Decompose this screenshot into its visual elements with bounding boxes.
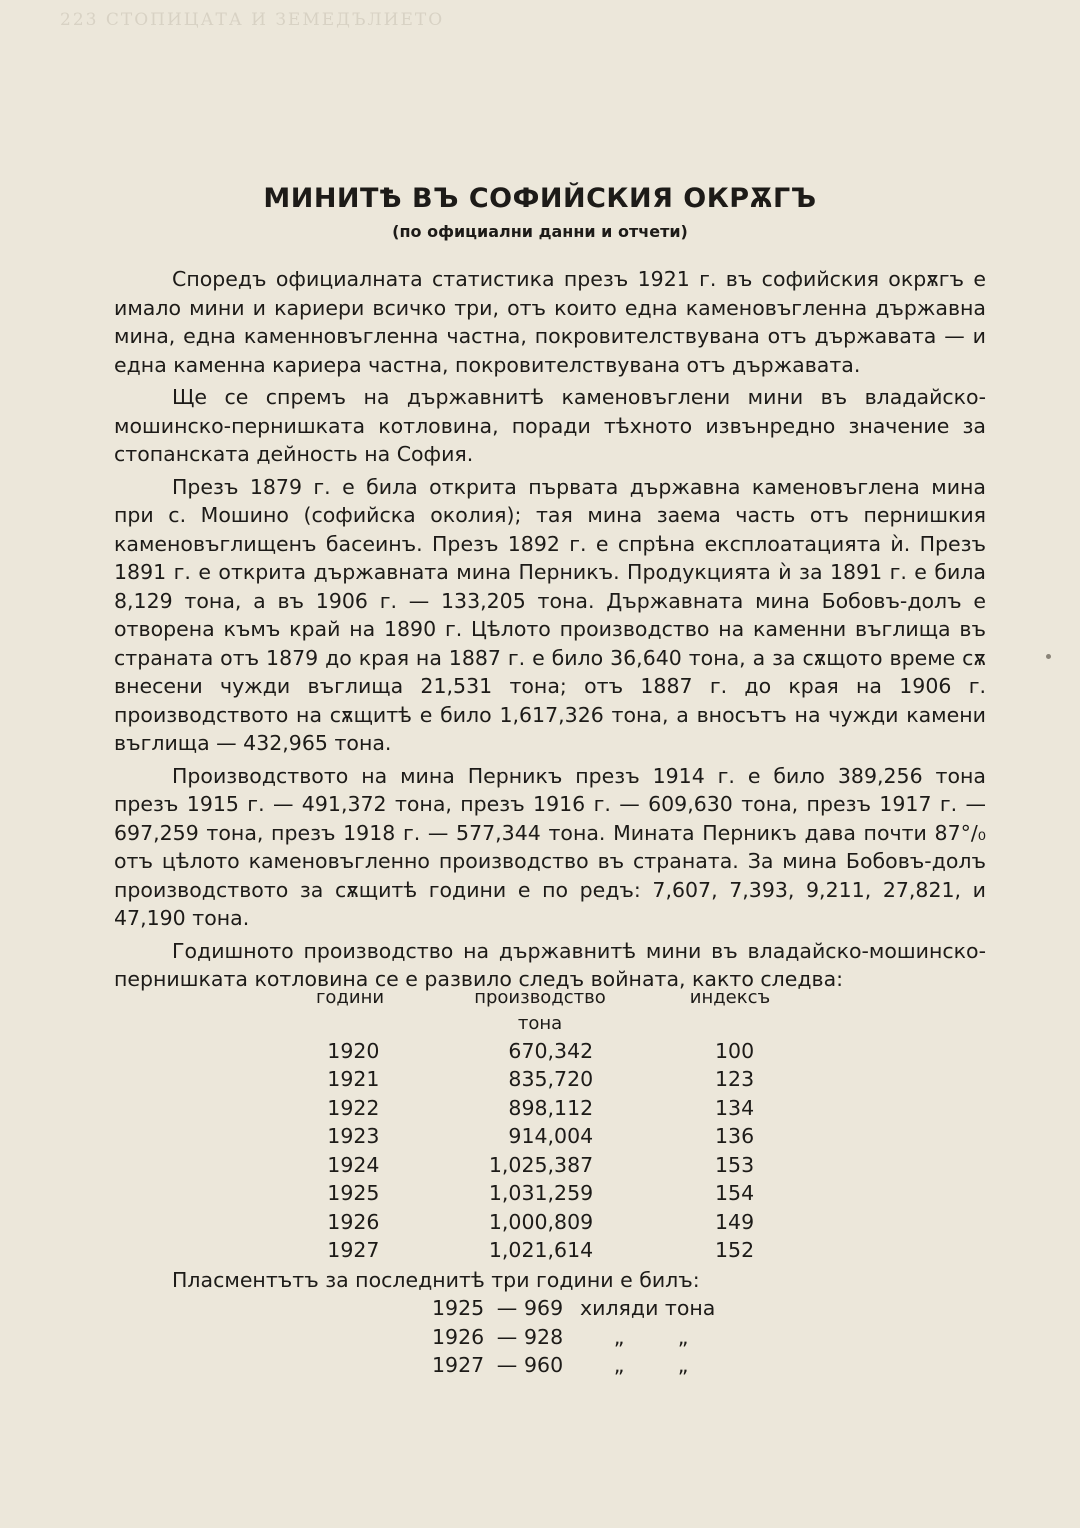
cell-production: 1,025,387 xyxy=(488,1152,594,1177)
placement-year: 1926 xyxy=(432,1324,485,1349)
ditto-mark: „ xyxy=(613,1353,625,1377)
list-item xyxy=(432,1294,730,1323)
header-years: години xyxy=(315,987,385,1008)
cell-year: 1921 xyxy=(327,1067,380,1091)
header-index: индексъ xyxy=(689,987,771,1008)
cell-production: 914,004 xyxy=(508,1124,594,1148)
table-row xyxy=(280,1094,800,1123)
table-row xyxy=(280,1151,800,1180)
cell-year: 1920 xyxy=(327,1038,380,1063)
placement-dash: — xyxy=(496,1324,518,1349)
bleed-through-header: 223 СТОПИЦАТА И ЗЕМЕДЪЛИЕТО xyxy=(60,10,445,30)
cell-index: 100 xyxy=(715,1038,755,1063)
placement-intro: Пласментътъ за последнитѣ три години е билъ: xyxy=(172,1268,700,1292)
table-row xyxy=(280,1037,800,1066)
ditto-mark: „ xyxy=(677,1353,689,1377)
cell-index: 123 xyxy=(715,1067,755,1091)
ditto-mark: „ xyxy=(613,1324,625,1349)
cell-index: 153 xyxy=(715,1152,755,1177)
table-row xyxy=(280,1122,800,1151)
header-production: производство xyxy=(474,987,606,1008)
cell-year: 1923 xyxy=(327,1124,380,1148)
cell-index: 154 xyxy=(715,1181,755,1205)
table-row xyxy=(280,1208,800,1237)
table-header-row xyxy=(280,984,800,1013)
cell-year: 1927 xyxy=(327,1238,380,1262)
cell-production: 1,000,809 xyxy=(488,1209,594,1234)
cell-index: 152 xyxy=(715,1238,755,1262)
header-production-unit: тона xyxy=(517,1012,563,1034)
paragraph-3: Презъ 1879 г. е била открита първата държавна каменовъглена мина при с. Мошино (софийска околия); тая мина заема часть отъ пернишкия каменовъглищенъ басеинъ. Презъ 1892 г. е спрѣна експлоатацията ѝ. Презъ 1891 г. е открита държавната мина Перникъ. Продукцията ѝ за 1891 г. е била 8,129 тона, а въ 1906 г. — 133,205 тона. Държавната мина Бобовъ-долъ е отворена къмъ край на 1890 г. Цѣлото производство на каменни въглища въ страната отъ 1879 до края на 1887 г. е било 36,640 тона, а за сѫщото време сѫ внесени чужди въглища 21,531 тона; отъ 1887 г. до края на 1906 г. производството на сѫщитѣ е било 1,617,326 тона, а вносътъ на чужди камени въглища — 432,965 тона. xyxy=(114,474,986,755)
cell-index: 136 xyxy=(715,1124,755,1148)
placement-list xyxy=(432,1294,730,1380)
page-title: МИНИТѢ ВЪ СОФИЙСКИЯ ОКРѪГЪ xyxy=(263,183,817,214)
placement-value: 960 xyxy=(524,1353,564,1377)
cell-production: 898,112 xyxy=(508,1095,594,1120)
body-text xyxy=(114,265,986,998)
placement-value: 969 xyxy=(524,1296,564,1320)
table-row xyxy=(280,1065,800,1094)
cell-production: 1,021,614 xyxy=(488,1238,594,1262)
paragraph-4: Производството на мина Перникъ презъ 1914 г. е било 389,256 тона презъ 1915 г. — 491,372 тона, презъ 1916 г. — 609,630 тона, презъ 1917 г. — 697,259 тона, презъ 1918 г. — 577,344 тона. Мината Перникъ дава почти 87°/₀ отъ цѣлото каменовъгленно производство въ страната. За мина Бобовъ-долъ производството за сѫщитѣ години е по редъ: 7,607, 7,393, 9,211, 27,821, и 47,190 тона. xyxy=(114,763,986,930)
placement-value: 928 xyxy=(524,1324,564,1349)
placement-unit: хиляди тона xyxy=(580,1296,716,1320)
cell-index: 149 xyxy=(715,1209,755,1234)
cell-index: 134 xyxy=(715,1095,755,1120)
page-subtitle: (по официални данни и отчети) xyxy=(392,222,688,241)
table-row xyxy=(280,1179,800,1208)
placement-year: 1925 xyxy=(432,1296,485,1320)
placement-year: 1927 xyxy=(432,1353,485,1377)
ditto-mark: „ xyxy=(677,1324,689,1349)
cell-year: 1925 xyxy=(327,1181,380,1205)
cell-production: 670,342 xyxy=(508,1038,594,1063)
cell-production: 1,031,259 xyxy=(488,1181,594,1205)
paragraph-1: Споредъ официалната статистика презъ 1921 г. въ софийския окрѫгъ е имало мини и кариери всичко три, отъ които една каменовъгленна държавна мина, една каменновъгленна частна, покровителствувана отъ държавата — и една каменна кариера частна, покровителствувана отъ държавата. xyxy=(114,267,986,377)
cell-year: 1924 xyxy=(327,1152,380,1177)
placement-dash: — xyxy=(496,1353,518,1377)
page-blemish xyxy=(1046,654,1051,659)
cell-production: 835,720 xyxy=(508,1067,594,1091)
paragraph-5: Годишното производство на държавнитѣ мини въ владайско-мошинско-пернишката котловина се е развило следъ войната, както следва: xyxy=(114,938,986,991)
table-header-subrow xyxy=(280,1013,800,1037)
production-table xyxy=(280,984,800,1265)
list-item xyxy=(432,1351,730,1380)
placement-dash: — xyxy=(496,1296,518,1320)
cell-year: 1926 xyxy=(327,1209,380,1234)
cell-year: 1922 xyxy=(327,1095,380,1120)
table-row xyxy=(280,1236,800,1265)
list-item xyxy=(432,1323,730,1352)
paragraph-2: Ще се спремъ на държавнитѣ каменовъглени мини въ владайско-мошинско-пернишката котловина, поради тѣхното извънредно значение за стопанската дейность на София. xyxy=(114,385,986,466)
